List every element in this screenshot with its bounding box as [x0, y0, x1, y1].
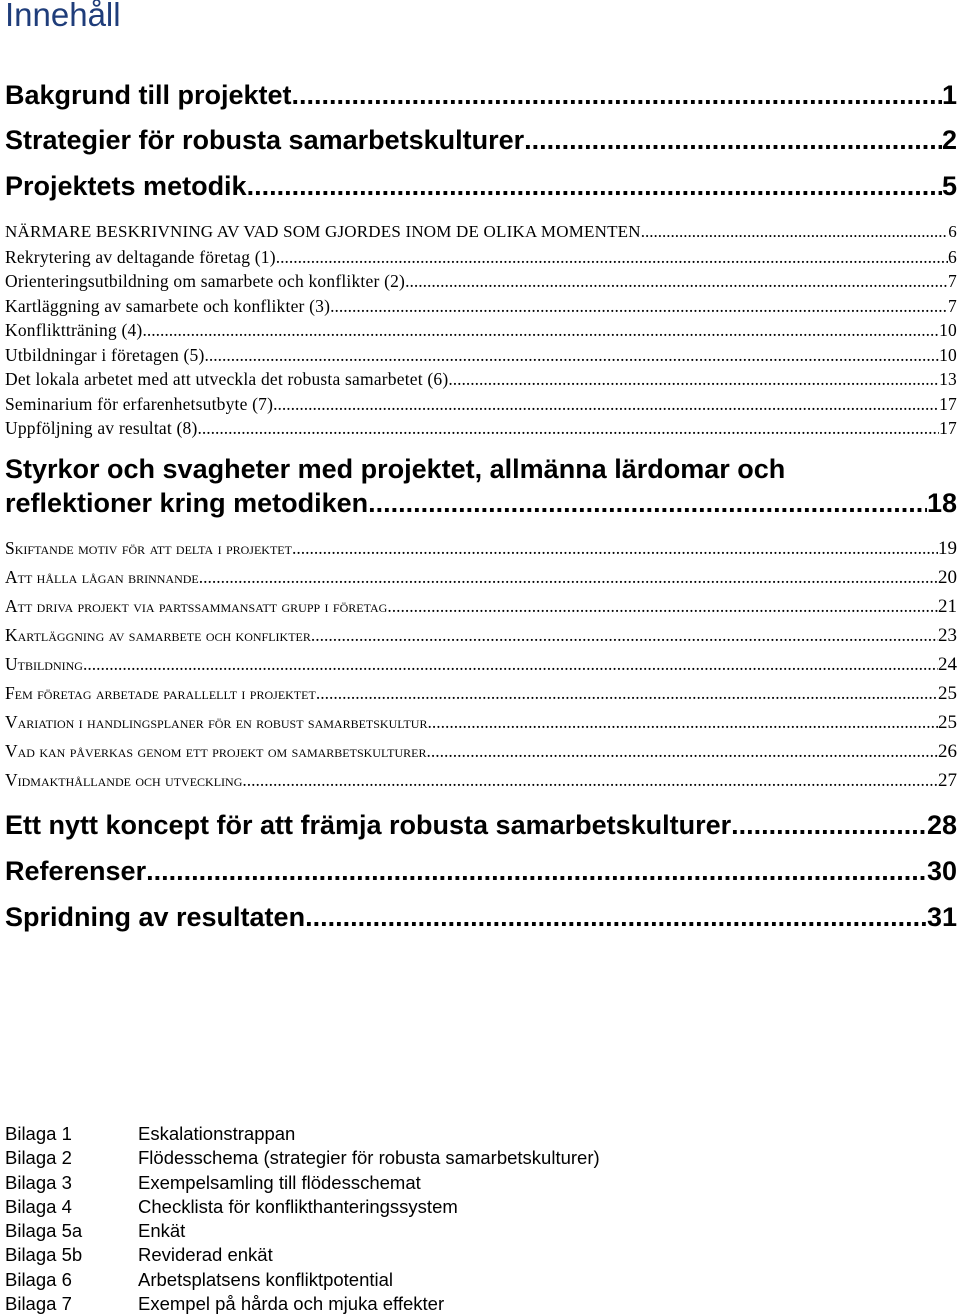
- toc-entry-page: 13: [939, 369, 957, 389]
- toc-entry-page: 18: [926, 488, 957, 518]
- toc-entry[interactable]: [5, 170, 957, 202]
- toc-entry-page: 1: [941, 80, 957, 110]
- toc-entry-text: Vidmakthållande och utveckling: [5, 770, 243, 790]
- leader-dots: [524, 124, 942, 156]
- appendix-label: Bilaga 5b: [5, 1244, 83, 1266]
- toc-entry-page: 10: [939, 345, 957, 365]
- toc-entry-text: Utbildning: [5, 654, 83, 674]
- toc-entry[interactable]: [5, 809, 957, 841]
- toc-entry-text: Konfliktträning (4): [5, 320, 143, 340]
- toc-entry-page: 23: [938, 625, 957, 646]
- leader-dots: [368, 486, 927, 520]
- leader-dots: [305, 901, 927, 933]
- toc-entry-page: 2: [941, 125, 957, 155]
- toc-entry-page: 26: [938, 741, 957, 762]
- leader-dots: [205, 344, 940, 366]
- appendix-label: Bilaga 7: [5, 1293, 72, 1315]
- toc-entry[interactable]: [5, 344, 957, 366]
- toc-entry-text: Att hålla lågan brinnande: [5, 567, 199, 587]
- leader-dots: [311, 623, 938, 647]
- toc-entry[interactable]: [5, 319, 957, 341]
- toc-entry-page: 17: [939, 394, 957, 414]
- leader-dots: [247, 170, 942, 202]
- appendix-label: Bilaga 1: [5, 1123, 72, 1144]
- toc-entry[interactable]: [5, 246, 957, 268]
- toc-entry-page: 30: [926, 856, 957, 886]
- leader-dots: [448, 368, 939, 390]
- toc-entry-text: Fem företag arbetade parallellt i projektet: [5, 683, 316, 703]
- toc-entry-text: Strategier för robusta samarbetskulturer: [5, 125, 525, 155]
- toc-entry-page: 25: [938, 683, 957, 704]
- toc-entry-text: Bakgrund till projektet: [5, 80, 292, 110]
- toc-entry[interactable]: [5, 739, 957, 763]
- appendix-title: Checklista för konflikthanteringssystem: [138, 1195, 458, 1217]
- appendix-title: Arbetsplatsens konfliktpotential: [138, 1268, 394, 1290]
- toc-entry[interactable]: [5, 681, 957, 705]
- appendix-row[interactable]: [5, 1146, 600, 1170]
- toc-entry[interactable]: [5, 855, 957, 887]
- toc-entry-text: NÄRMARE BESKRIVNING AV VAD SOM GJORDES INOM DE OLIKA MOMENTEN: [5, 222, 641, 241]
- toc-entry-page: 6: [948, 247, 957, 267]
- toc-entry[interactable]: [5, 295, 957, 317]
- leader-dots: [292, 79, 942, 111]
- appendix-row[interactable]: [5, 1292, 600, 1316]
- leader-dots: [142, 319, 939, 341]
- toc-entry-page: 27: [938, 770, 957, 791]
- appendix-title: Reviderad enkät: [138, 1244, 273, 1266]
- appendix-row[interactable]: [5, 1268, 600, 1292]
- leader-dots: [316, 681, 938, 705]
- toc-title: Innehåll: [5, 0, 121, 33]
- toc-entry[interactable]: [5, 536, 957, 560]
- toc-entry[interactable]: [5, 901, 957, 933]
- toc-entry-page: 6: [948, 222, 957, 241]
- toc-entry-page: 10: [939, 320, 957, 340]
- leader-dots: [146, 855, 927, 887]
- leader-dots: [292, 536, 938, 560]
- toc-entry[interactable]: [5, 79, 957, 111]
- toc-entry-text: Referenser: [5, 856, 147, 886]
- toc-entry-text: Uppföljning av resultat (8): [5, 418, 198, 438]
- appendix-title: Exempelsamling till flödesschemat: [138, 1171, 421, 1193]
- leader-dots: [641, 221, 949, 243]
- toc-entry-page: 31: [926, 902, 957, 932]
- toc-entry-text: Rekrytering av deltagande företag (1): [5, 247, 276, 267]
- appendix-title: Flödesschema (strategier för robusta samarbetskulturer): [138, 1147, 600, 1169]
- appendix-title: Enkät: [138, 1220, 186, 1242]
- toc-entry-page: 7: [948, 296, 957, 316]
- appendix-label: Bilaga 2: [5, 1147, 72, 1169]
- toc-entry[interactable]: [5, 368, 957, 390]
- toc-entry[interactable]: [5, 768, 957, 792]
- toc-entry-text: Spridning av resultaten: [5, 902, 306, 932]
- leader-dots: [242, 768, 938, 792]
- leader-dots: [276, 246, 948, 268]
- toc-entry[interactable]: [5, 393, 957, 415]
- appendix-row[interactable]: [5, 1171, 600, 1195]
- appendix-row[interactable]: [5, 1195, 600, 1219]
- appendix-label: Bilaga 6: [5, 1268, 72, 1290]
- toc-entry-text: Skiftande motiv för att delta i projektet: [5, 538, 292, 558]
- toc-entry-text-line1: Styrkor och svagheter med projektet, allmänna lärdomar och: [5, 454, 786, 484]
- toc-entry-text: Vad kan påverkas genom ett projekt om samarbetskulturer: [5, 741, 427, 761]
- appendix-label: Bilaga 3: [5, 1171, 72, 1193]
- appendix-row[interactable]: [5, 1219, 600, 1243]
- leader-dots: [199, 565, 938, 589]
- toc-entry-text-line2: reflektioner kring metodiken: [5, 488, 369, 518]
- toc-entry-text: Projektets metodik: [5, 171, 247, 201]
- toc-entry[interactable]: [5, 594, 957, 618]
- toc-entry-page: 19: [938, 538, 957, 559]
- leader-dots: [427, 739, 938, 763]
- appendix-row[interactable]: [5, 1243, 600, 1267]
- toc-entry-page: 17: [939, 418, 957, 438]
- appendix-label: Bilaga 4: [5, 1195, 72, 1217]
- toc-entry-text: Att driva projekt via partssammansatt grupp i företag: [5, 596, 388, 616]
- toc-entry[interactable]: [5, 221, 957, 243]
- toc-entry-page: 7: [948, 271, 957, 291]
- leader-dots: [731, 809, 927, 841]
- toc-entry[interactable]: [5, 710, 957, 734]
- toc-entry-text: Orienteringsutbildning om samarbete och konflikter (2): [5, 271, 406, 291]
- toc-entry[interactable]: [5, 270, 957, 292]
- toc-entry[interactable]: [5, 417, 957, 439]
- toc-entry[interactable]: [5, 565, 957, 589]
- leader-dots: [405, 270, 948, 292]
- appendix-list: [5, 1122, 600, 1316]
- toc-entry-text: Seminarium för erfarenhetsutbyte (7): [5, 394, 274, 414]
- toc-entry-text: Kartläggning av samarbete och konflikter: [5, 625, 311, 645]
- leader-dots: [273, 393, 939, 415]
- toc-entry-page: 20: [938, 567, 957, 588]
- toc-entry-page: 25: [938, 712, 957, 733]
- leader-dots: [83, 652, 938, 676]
- toc-entry-text: Variation i handlingsplaner för en robust samarbetskultur: [5, 712, 428, 732]
- appendix-row[interactable]: [5, 1122, 600, 1146]
- toc-entry-page: 21: [938, 596, 957, 617]
- toc-entry[interactable]: [5, 452, 957, 520]
- toc-entry-page: 5: [941, 171, 957, 201]
- toc-entry[interactable]: [5, 652, 957, 676]
- toc-entry-text: Det lokala arbetet med att utveckla det robusta samarbetet (6): [5, 369, 449, 389]
- toc-entry[interactable]: [5, 623, 957, 647]
- toc-entry-text: Ett nytt koncept för att främja robusta samarbetskulturer: [5, 810, 732, 840]
- toc-entry[interactable]: [5, 124, 957, 156]
- appendix-label: Bilaga 5a: [5, 1220, 83, 1242]
- toc-entry-text: Kartläggning av samarbete och konflikter (3): [5, 296, 331, 316]
- appendix-title: Exempel på hårda och mjuka effekter: [138, 1293, 445, 1315]
- leader-dots: [387, 594, 938, 618]
- leader-dots: [427, 710, 938, 734]
- toc-entry-page: 24: [938, 654, 957, 675]
- toc-entry-page: 28: [926, 810, 957, 840]
- leader-dots: [330, 295, 948, 317]
- leader-dots: [198, 417, 940, 439]
- toc-entry-text: Utbildningar i företagen (5): [5, 345, 205, 365]
- appendix-title: Eskalationstrappan: [138, 1123, 296, 1144]
